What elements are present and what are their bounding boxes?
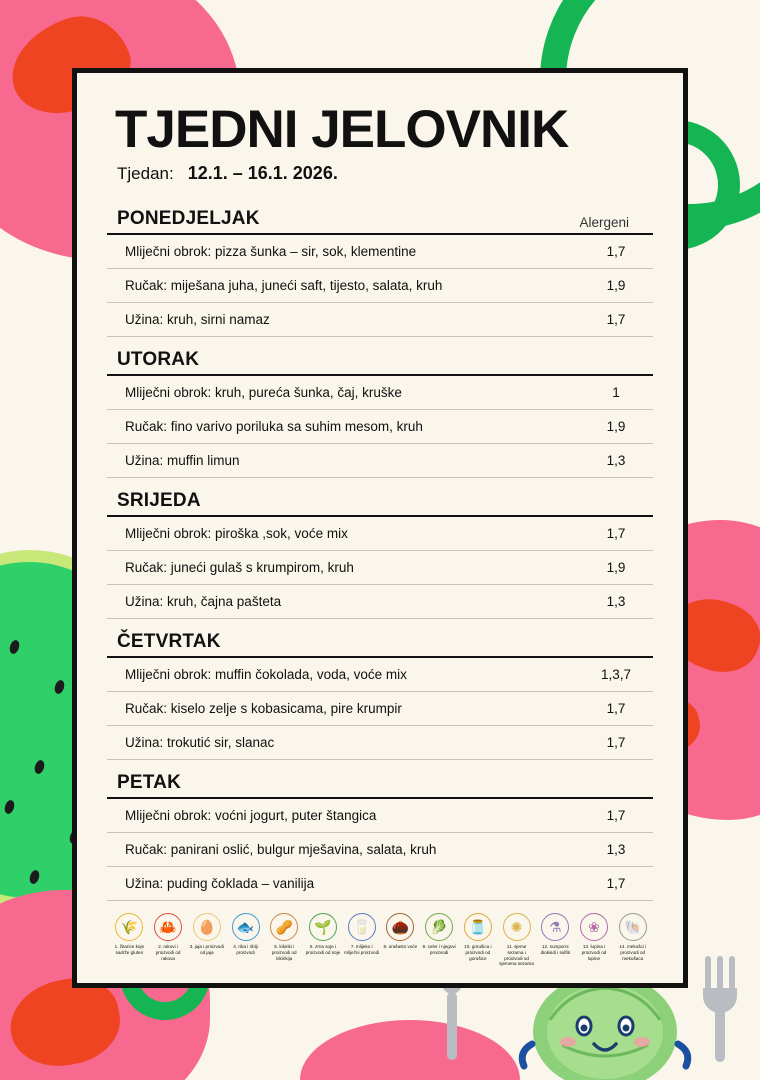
meal-description: Ručak: panirani oslić, bulgur mješavina, salata, kruh	[125, 842, 437, 858]
meal-row	[107, 867, 653, 901]
legend-label: 12. sumporni dioksidi i sulfiti	[540, 944, 570, 955]
legend-label: 10. gorušica i proizvodi od gorušice	[464, 944, 492, 961]
legend-item	[459, 913, 496, 967]
meal-row	[107, 833, 653, 867]
meal-description: Užina: kruh, čajna pašteta	[125, 594, 282, 610]
day-name: PONEDJELJAK	[117, 208, 260, 230]
meal-allergens: 1,7	[606, 876, 626, 892]
legend-item	[576, 913, 613, 967]
meal-allergens: 1,3	[606, 842, 626, 858]
milk-icon: 🥛	[348, 913, 376, 941]
meal-row	[107, 726, 653, 760]
egg-icon: 🥚	[193, 913, 221, 941]
day-header	[107, 631, 653, 658]
lupin-icon: ❀	[580, 913, 608, 941]
legend-item	[421, 913, 458, 967]
fork-icon	[700, 952, 746, 1064]
legend-label: 3. jaja i proizvodi od jaja	[189, 944, 224, 955]
day-header	[107, 490, 653, 517]
meal-description: Mliječni obrok: voćni jogurt, puter štangica	[125, 808, 377, 824]
meal-row	[107, 303, 653, 337]
legend-label: 7. mlijeko i mliječni proizvodi	[344, 944, 380, 955]
meal-allergens: 1,3	[606, 594, 626, 610]
legend-item	[227, 913, 264, 967]
legend-label: 14. mekušci i proizvodi od mekušaca	[619, 944, 647, 961]
allergen-column-header: Alergeni	[579, 215, 629, 231]
meal-row	[107, 410, 653, 444]
meal-allergens: 1,3	[606, 453, 626, 469]
day-header	[107, 208, 653, 235]
legend-item	[614, 913, 651, 967]
day-header	[107, 349, 653, 376]
day-name: UTORAK	[117, 349, 200, 371]
meal-allergens: 1,9	[606, 278, 626, 294]
meal-allergens: 1,7	[606, 312, 626, 328]
meal-description: Ručak: fino varivo poriluka sa suhim mesom, kruh	[125, 419, 423, 435]
meal-description: Užina: muffin limun	[125, 453, 240, 469]
meal-allergens: 1,7	[606, 244, 626, 260]
legend-label: 11. sjeme sezama i proizvodi od sjemena sezama	[499, 944, 534, 967]
legend-item	[188, 913, 225, 967]
week-value: 12.1. – 16.1. 2026.	[187, 163, 338, 184]
day-name: ČETVRTAK	[117, 631, 221, 653]
meal-allergens: 1,7	[606, 808, 626, 824]
legend-item	[305, 913, 342, 967]
fish-icon: 🐟	[232, 913, 260, 941]
meal-allergens: 1,9	[606, 419, 626, 435]
days-container	[107, 208, 653, 901]
mollusc-icon: 🐚	[619, 913, 647, 941]
meal-row	[107, 692, 653, 726]
legend-label: 9. celer i njegovi proizvodi	[422, 944, 456, 955]
meal-allergens: 1,3,7	[600, 667, 632, 683]
meal-row	[107, 551, 653, 585]
meal-row	[107, 444, 653, 478]
legend-item	[150, 913, 187, 967]
meal-row	[107, 235, 653, 269]
sulfite-icon: ⚗	[541, 913, 569, 941]
meal-description: Mliječni obrok: muffin čokolada, voda, voće mix	[125, 667, 407, 683]
meal-description: Ručak: juneći gulaš s krumpirom, kruh	[125, 560, 354, 576]
menu-card	[72, 68, 688, 988]
allergen-legend	[107, 901, 653, 967]
meal-description: Užina: kruh, sirni namaz	[125, 312, 270, 328]
meal-description: Mliječni obrok: pizza šunka – sir, sok, klementine	[125, 244, 417, 260]
meal-description: Užina: puding čoklada – vanilija	[125, 876, 315, 892]
meal-description: Mliječni obrok: kruh, pureća šunka, čaj, kruške	[125, 385, 402, 401]
meal-description: Ručak: kiselo zelje s kobasicama, pire krumpir	[125, 701, 402, 717]
legend-label: 4. riba i riblji proizvodi	[233, 944, 258, 955]
page-title: TJEDNI JELOVNIK	[115, 100, 569, 159]
meal-description: Užina: trokutić sir, slanac	[125, 735, 275, 751]
legend-item	[498, 913, 535, 967]
meal-allergens: 1,7	[606, 735, 626, 751]
crab-icon: 🦀	[154, 913, 182, 941]
meal-description: Ručak: miješana juha, juneći saft, tijesto, salata, kruh	[125, 278, 443, 294]
mustard-icon: 🫙	[464, 913, 492, 941]
decor-pink-blob-bottom	[300, 1020, 520, 1080]
legend-item	[382, 913, 419, 967]
legend-label: 1. žitarice koje sadrže gluten	[114, 944, 145, 955]
meal-row	[107, 658, 653, 692]
meal-allergens: 1,7	[606, 701, 626, 717]
legend-item	[537, 913, 574, 967]
legend-label: 2. rakovi i proizvodi od rakova	[155, 944, 181, 961]
legend-label: 13. lupina i proizvodi od lupine	[581, 944, 607, 961]
day-name: PETAK	[117, 772, 181, 794]
wheat-icon: 🌾	[115, 913, 143, 941]
legend-item	[111, 913, 148, 967]
celery-icon: 🥬	[425, 913, 453, 941]
week-label: Tjedan:	[117, 164, 174, 184]
meal-row	[107, 376, 653, 410]
meal-row	[107, 585, 653, 619]
peanut-icon: 🥜	[270, 913, 298, 941]
meal-description: Mliječni obrok: piroška ,sok, voće mix	[125, 526, 348, 542]
meal-allergens: 1,9	[606, 560, 626, 576]
meal-row	[107, 799, 653, 833]
legend-label: 5. kikiriki i proizvodi od kikirikija	[271, 944, 297, 961]
day-header	[107, 772, 653, 799]
legend-item	[266, 913, 303, 967]
meal-row	[107, 517, 653, 551]
legend-label: 8. orašasto voće	[383, 944, 418, 950]
meal-allergens: 1,7	[606, 526, 626, 542]
nut-icon: 🌰	[386, 913, 414, 941]
meal-row	[107, 269, 653, 303]
soy-icon: 🌱	[309, 913, 337, 941]
legend-item	[343, 913, 380, 967]
sesame-icon: ✺	[503, 913, 531, 941]
week-range	[117, 163, 653, 184]
meal-allergens: 1	[612, 385, 620, 401]
day-name: SRIJEDA	[117, 490, 201, 512]
legend-label: 6. zrna soje i proizvodi od soje	[305, 944, 341, 955]
